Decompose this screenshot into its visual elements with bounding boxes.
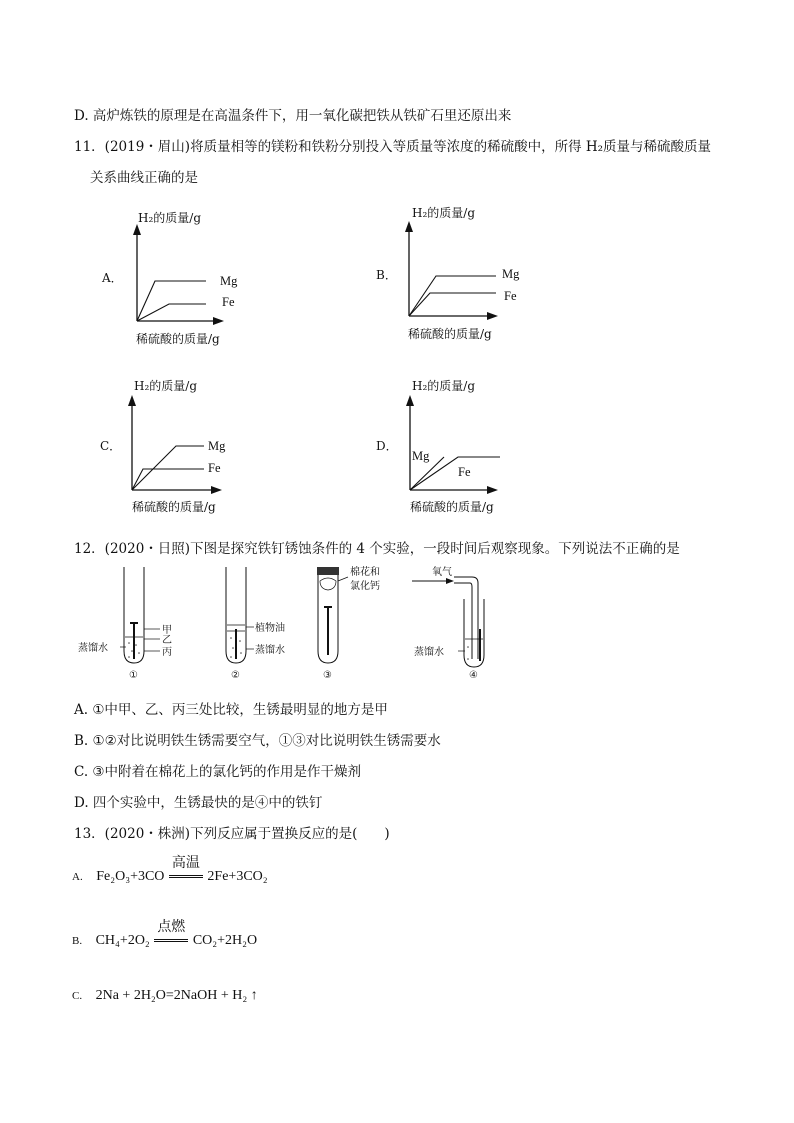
tube-number-1: ①	[129, 670, 138, 681]
option-d-label: D．	[376, 439, 398, 453]
label-bing: 丙	[162, 647, 172, 658]
label-yi: 乙	[162, 635, 172, 646]
rust-experiment-apparatus	[74, 563, 514, 681]
xlabel: 稀硫酸的质量/g	[408, 327, 492, 341]
xlabel: 稀硫酸的质量/g	[132, 500, 216, 514]
q11-stem: 11．(2019・眉山)将质量相等的镁粉和铁粉分别投入等质量等浓度的稀硫酸中，所得 H₂质量与稀硫酸质量	[74, 139, 712, 155]
series-mg-label: Mg	[502, 267, 520, 281]
series-fe-label: Fe	[222, 295, 235, 309]
q12-option-c: C. ③中附着在棉花上的氯化钙的作用是作干燥剂	[74, 764, 362, 780]
label-oxygen: 氧气	[432, 567, 452, 578]
reaction-condition	[169, 855, 203, 885]
test-tube-3	[317, 565, 380, 681]
label-water-2: 蒸馏水	[255, 645, 285, 656]
label-cotton-1: 棉花和	[350, 567, 380, 578]
graph-option-c	[96, 370, 266, 520]
q13-stem: 13．(2020・株洲)下列反应属于置换反应的是( )	[74, 826, 390, 842]
condition-text: 点燃	[157, 919, 186, 935]
label-jia: 甲	[162, 625, 172, 636]
q13-option-a	[72, 855, 268, 885]
ylabel: H₂的质量/g	[134, 379, 198, 393]
q12-stem: 12．(2020・日照)下图是探究铁钉锈蚀条件的 4 个实验，一段时间后观察现象。下列说法不正确的是	[74, 541, 680, 557]
graph-option-a	[96, 200, 266, 350]
q13-option-c	[72, 988, 258, 1004]
series-fe-label: Fe	[458, 465, 471, 479]
condition-text: 高温	[171, 855, 200, 871]
equation: 2Na + 2H₂O=2NaOH + H₂ ↑	[95, 988, 258, 1003]
reaction-condition	[154, 919, 188, 949]
label-cotton-2: 氯化钙	[350, 581, 380, 592]
equation-reactants: Fe₂O₃+3CO	[96, 869, 165, 884]
xlabel: 稀硫酸的质量/g	[136, 332, 220, 346]
test-tube-2	[226, 567, 285, 681]
option-label: B.	[72, 935, 83, 947]
tube-number-3: ③	[323, 670, 332, 681]
option-b-label: B．	[376, 268, 397, 282]
test-tube-1	[78, 567, 172, 681]
test-tube-4	[412, 565, 484, 681]
q11-stem-cont: 关系曲线正确的是	[90, 170, 198, 186]
equation-reactants: CH₄+2O₂	[95, 933, 150, 948]
tube-number-4: ④	[469, 670, 478, 681]
graph-option-b	[372, 195, 542, 345]
series-mg-label: Mg	[220, 274, 238, 288]
q12-option-d: D. 四个实验中，生锈最快的是④中的铁钉	[74, 795, 323, 811]
graph-option-d	[372, 370, 542, 520]
label-oil: 植物油	[255, 623, 285, 634]
q13-option-b	[72, 919, 258, 949]
option-label: A.	[72, 871, 83, 883]
ylabel: H₂的质量/g	[412, 206, 476, 220]
option-c-label: C．	[100, 439, 122, 453]
equation-products: 2Fe+3CO₂	[207, 869, 268, 884]
equation-products: CO₂+2H₂O	[192, 933, 258, 948]
series-mg-label: Mg	[412, 449, 430, 463]
series-fe-label: Fe	[208, 461, 221, 475]
option-a-label: A．	[102, 271, 123, 285]
ylabel: H₂的质量/g	[412, 379, 476, 393]
label-water-4: 蒸馏水	[414, 647, 444, 658]
ylabel: H₂的质量/g	[138, 211, 202, 225]
q12-option-b: B. ①②对比说明铁生锈需要空气，①③对比说明铁生锈需要水	[74, 733, 441, 749]
q10-option-d: D. 高炉炼铁的原理是在高温条件下，用一氧化碳把铁从铁矿石里还原出来	[74, 108, 512, 124]
label-water-1: 蒸馏水	[78, 643, 108, 654]
series-fe-label: Fe	[504, 289, 517, 303]
option-label: C.	[72, 990, 83, 1002]
q12-option-a: A. ①中甲、乙、丙三处比较，生锈最明显的地方是甲	[74, 702, 388, 718]
xlabel: 稀硫酸的质量/g	[410, 500, 494, 514]
tube-number-2: ②	[231, 670, 240, 681]
series-mg-label: Mg	[208, 439, 226, 453]
